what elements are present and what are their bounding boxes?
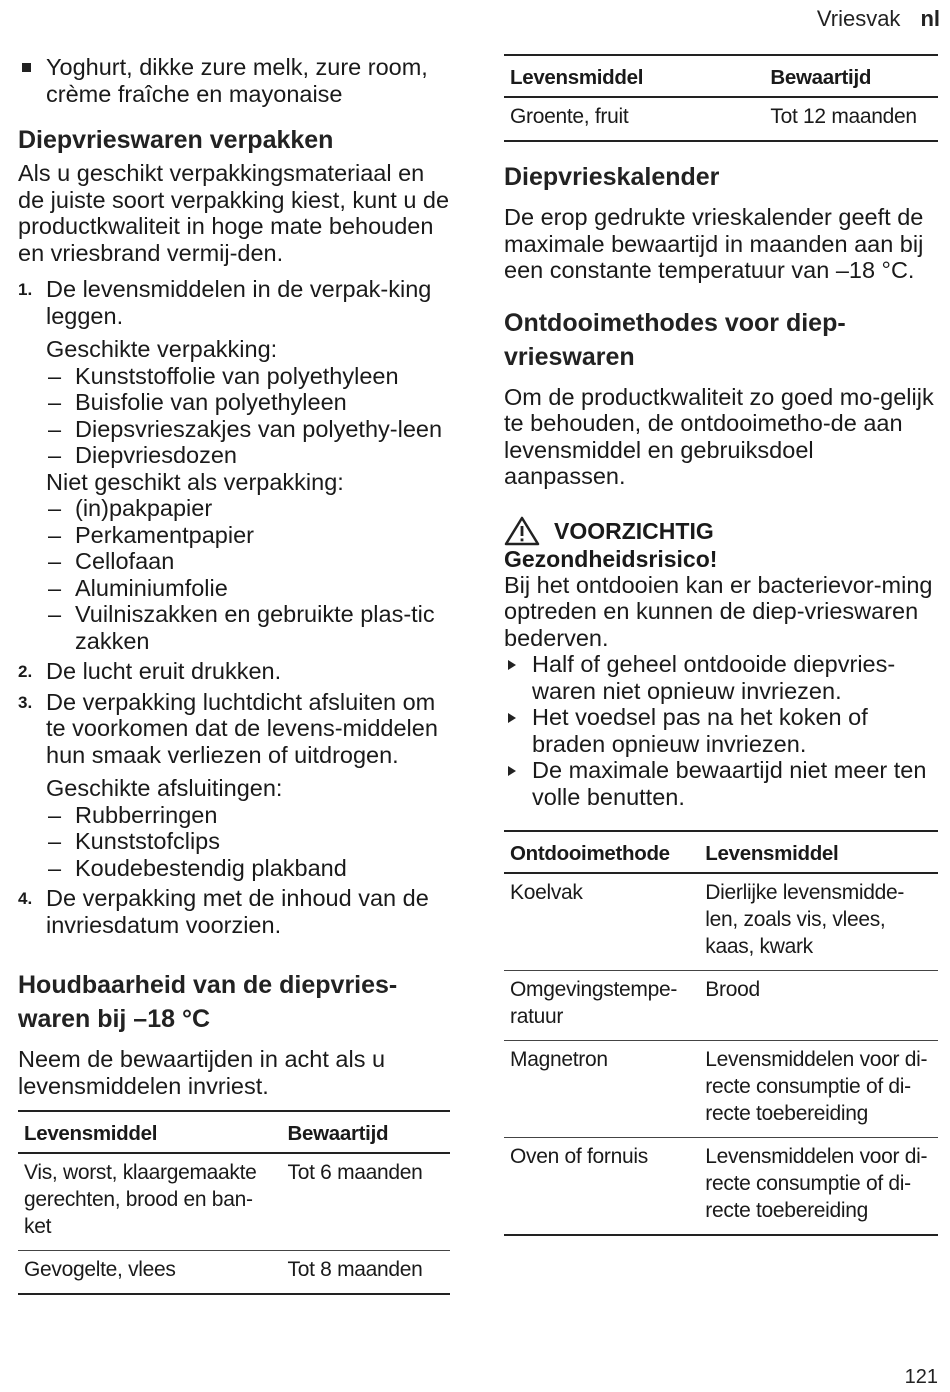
bullet-item: Yoghurt, dikke zure melk, zure room, crème fraîche en mayonaise bbox=[18, 54, 450, 107]
list-item: – Diepvriesdozen bbox=[46, 442, 450, 469]
table-row bbox=[504, 873, 938, 971]
table-cell: Magnetron bbox=[504, 1041, 699, 1138]
right-column bbox=[504, 54, 938, 1236]
step-number: 2. bbox=[18, 662, 33, 681]
table-cell: Brood bbox=[699, 971, 938, 1041]
step-text: De verpakking met de inhoud van de invriesdatum voorzien. bbox=[46, 885, 429, 938]
table-cell: Tot 12 maanden bbox=[764, 97, 938, 141]
warning-label: VOORZICHTIG bbox=[554, 517, 714, 544]
list-item: – Perkamentpapier bbox=[46, 522, 450, 549]
packing-intro: Als u geschikt verpakkingsmateriaal en de juiste soort verpakking kiest, kunt u de productkwaliteit in hoge mate behouden en vriesbrand vermij-den. bbox=[18, 160, 450, 266]
storage-table bbox=[18, 1110, 450, 1295]
list-item: – Aluminiumfolie bbox=[46, 575, 450, 602]
unsuitable-label: Niet geschikt als verpakking: bbox=[46, 468, 344, 495]
table-cell: Gevogelte, vlees bbox=[18, 1251, 282, 1295]
step-text: De verpakking luchtdicht afsluiten om te voorkomen dat de levens-middelen hun smaak verliezen of uitdrogen. bbox=[46, 688, 438, 768]
table-cell: Tot 8 maanden bbox=[282, 1251, 450, 1295]
list-item: – Vuilniszakken en gebruikte plas-tic zakken bbox=[46, 601, 450, 654]
section-heading-storage: Houdbaarheid van de diepvries-waren bij –18 °C bbox=[18, 971, 398, 1033]
table-row bbox=[504, 97, 938, 141]
section-heading-packing: Diepvrieswaren verpakken bbox=[18, 126, 334, 154]
language-code: nl bbox=[920, 6, 940, 31]
table-row bbox=[18, 1153, 450, 1251]
table-row bbox=[504, 1138, 938, 1236]
packing-steps bbox=[18, 276, 450, 938]
table-cell: Koelvak bbox=[504, 873, 699, 971]
list-item: Het voedsel pas na het koken of braden opnieuw invriezen. bbox=[504, 704, 938, 757]
section-heading-thawing: Ontdooimethodes voor diep-vrieswaren bbox=[504, 308, 846, 371]
column-header: Bewaartijd bbox=[282, 1111, 450, 1153]
step-text: De levensmiddelen in de verpak-king leggen. bbox=[46, 276, 432, 329]
thawing-text: Om de productkwaliteit zo goed mo-gelijk te behouden, de ontdooimetho-de aan levensmiddel en gebruiksdoel aanpassen. bbox=[504, 383, 934, 489]
warning-title bbox=[504, 516, 938, 546]
column-header: Levensmiddel bbox=[504, 55, 764, 97]
closures-label: Geschikte afsluitingen: bbox=[46, 775, 283, 801]
step-4 bbox=[18, 885, 450, 938]
table-cell: Tot 6 maanden bbox=[282, 1153, 450, 1251]
table-cell: Omgevingstempe-ratuur bbox=[504, 971, 699, 1041]
step-3 bbox=[18, 689, 450, 882]
left-column bbox=[18, 54, 450, 1295]
section-title: Vriesvak bbox=[816, 6, 901, 31]
list-item: – Kunststoffolie van polyethyleen bbox=[46, 363, 450, 390]
table-header-row bbox=[504, 831, 938, 873]
page-header bbox=[817, 6, 940, 32]
list-item: – Buisfolie van polyethyleen bbox=[46, 389, 450, 416]
table-cell: Dierlijke levensmidde-len, zoals vis, vlees, kaas, kwark bbox=[699, 873, 938, 971]
table-cell: Groente, fruit bbox=[504, 97, 764, 141]
table-cell: Oven of fornuis bbox=[504, 1138, 699, 1236]
column-header: Ontdooimethode bbox=[504, 831, 699, 873]
suitable-list bbox=[46, 363, 450, 469]
list-item: – Cellofaan bbox=[46, 548, 450, 575]
warning-box bbox=[504, 516, 938, 811]
warning-triangle-icon bbox=[504, 516, 540, 546]
list-item: – (in)pakpapier bbox=[46, 495, 450, 522]
table-cell: Levensmiddelen voor di-recte consumptie of di-recte toebereiding bbox=[699, 1138, 938, 1236]
table-cell: Levensmiddelen voor di-recte consumptie of di-recte toebereiding bbox=[699, 1041, 938, 1138]
step-1 bbox=[18, 276, 450, 654]
calendar-text: De erop gedrukte vrieskalender geeft de maximale bewaartijd in maanden aan bij een constante temperatuur van –18 °C. bbox=[504, 204, 924, 283]
page-number: 121 bbox=[904, 1366, 938, 1388]
warning-subtitle: Gezondheidsrisico! bbox=[504, 545, 718, 572]
storage-table-continued bbox=[504, 54, 938, 142]
table-row bbox=[504, 1041, 938, 1138]
table-cell: Vis, worst, klaargemaakte gerechten, brood en ban-ket bbox=[18, 1153, 282, 1251]
list-item: Half of geheel ontdooide diepvries-waren niet opnieuw invriezen. bbox=[504, 651, 938, 704]
section-heading-calendar: Diepvrieskalender bbox=[504, 163, 720, 191]
unsuitable-list bbox=[46, 495, 450, 654]
step-2 bbox=[18, 658, 450, 685]
step-number: 4. bbox=[18, 889, 33, 908]
thawing-table bbox=[504, 830, 938, 1236]
suitable-label: Geschikte verpakking: bbox=[46, 336, 278, 362]
column-header: Bewaartijd bbox=[764, 55, 938, 97]
list-item: De maximale bewaartijd niet meer ten volle benutten. bbox=[504, 757, 938, 810]
step-number: 1. bbox=[18, 280, 33, 299]
list-item: – Rubberringen bbox=[46, 802, 450, 829]
closures-list bbox=[46, 802, 450, 882]
list-item: – Kunststofclips bbox=[46, 828, 450, 855]
warning-list bbox=[504, 651, 938, 810]
list-item: – Koudebestendig plakband bbox=[46, 855, 450, 882]
storage-intro: Neem de bewaartijden in acht als u levensmiddelen invriest. bbox=[18, 1046, 386, 1099]
step-number: 3. bbox=[18, 692, 33, 712]
list-item: – Diepsvrieszakjes van polyethy-leen bbox=[46, 416, 450, 443]
warning-text: Bij het ontdooien kan er bacterievor-ming optreden en kunnen de diep-vrieswaren bederven. bbox=[504, 571, 933, 651]
table-row bbox=[18, 1251, 450, 1295]
table-row bbox=[504, 971, 938, 1041]
column-header: Levensmiddel bbox=[18, 1111, 282, 1153]
step-text: De lucht eruit drukken. bbox=[46, 658, 282, 684]
table-header-row bbox=[18, 1111, 450, 1153]
table-header-row bbox=[504, 55, 938, 97]
column-header: Levensmiddel bbox=[699, 831, 938, 873]
